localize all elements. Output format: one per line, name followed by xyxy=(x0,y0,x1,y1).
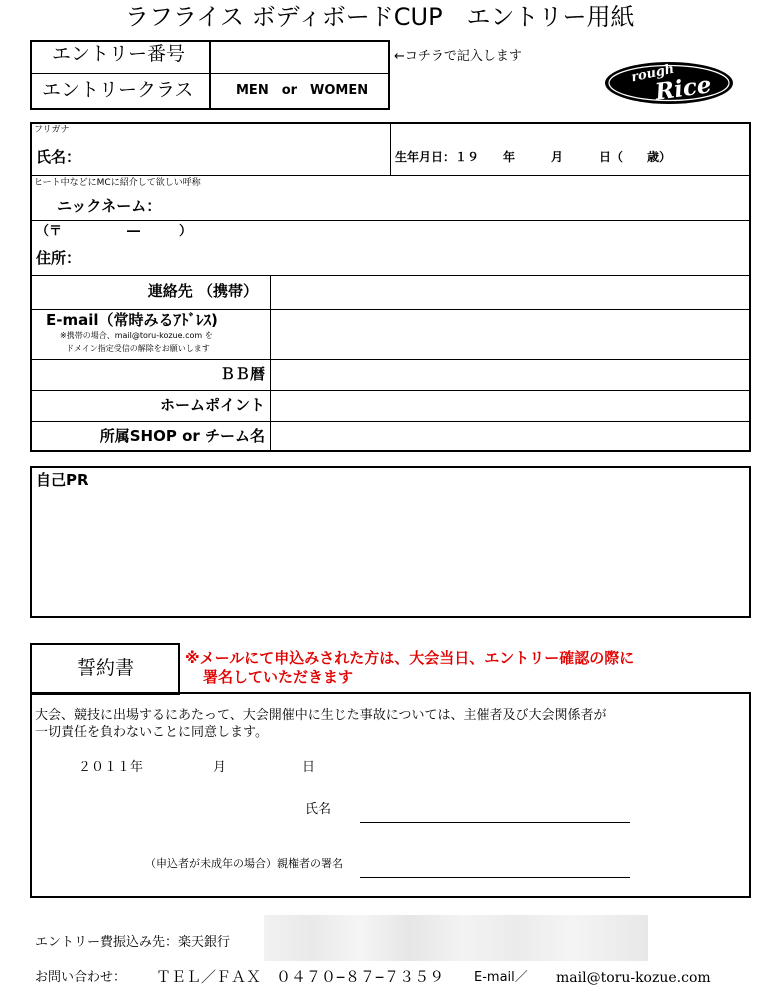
email-note-line2: ドメイン指定受信の解除をお願いします xyxy=(66,344,210,353)
bank-label: エントリー費振込み先：楽天銀行 xyxy=(35,935,231,950)
logo-text-rice: Rice xyxy=(653,71,714,106)
home-point-field[interactable] xyxy=(272,392,748,420)
divider xyxy=(30,275,751,276)
divider xyxy=(30,421,751,422)
email-note-line1: ※携帯の場合、mail@toru-kozue.com を xyxy=(60,331,213,340)
entry-number-field[interactable] xyxy=(212,42,387,72)
shop-team-label: 所属SHOP or チーム名 xyxy=(99,427,265,445)
pledge-notice-line2: 署名していただきます xyxy=(203,668,354,686)
tel-fax: ＴＥＬ／ＦＡＸ ０４７０−８７−７３５９ xyxy=(156,968,445,986)
logo-text-rough: rough xyxy=(629,61,676,86)
pledge-date-year: ２０１１年 xyxy=(78,760,144,775)
class-options[interactable]: MEN or WOMEN xyxy=(236,83,369,98)
pledge-body-line1: 大会、競技に出場するにあたって、大会開催中に生じた事故については、主催者及び大会関係者が xyxy=(35,708,607,723)
contact-label: お問い合わせ： xyxy=(35,970,127,985)
shop-team-field[interactable] xyxy=(272,423,748,450)
name-label: 氏名： xyxy=(36,148,82,166)
divider xyxy=(270,275,271,452)
email-field[interactable] xyxy=(272,311,748,358)
guardian-signature-line[interactable] xyxy=(360,877,630,878)
entry-number-label: エントリー番号 xyxy=(52,43,186,65)
pledge-date-day: 日 xyxy=(302,760,316,775)
nickname-hint: ヒート中などにMCに紹介して欲しい呼称 xyxy=(34,178,201,188)
mobile-contact-field[interactable] xyxy=(272,277,748,308)
bb-history-field[interactable] xyxy=(272,361,748,389)
bb-history-label: ＢＢ暦 xyxy=(219,365,265,383)
signature-label: 氏名 xyxy=(305,802,332,817)
address-label: 住所： xyxy=(36,249,82,267)
divider xyxy=(30,309,751,310)
nickname-label: ニックネーム： xyxy=(57,197,162,215)
divider xyxy=(30,359,751,360)
furigana-label: フリガナ xyxy=(34,125,70,135)
pledge-notice-line1: ※メールにて申込みされた方は、大会当日、エントリー確認の際に xyxy=(185,649,635,667)
email-contact-label: E-mail／ xyxy=(474,970,528,985)
mobile-contact-label: 連絡先 （携帯） xyxy=(147,282,258,300)
pledge-date-month: 月 xyxy=(213,760,227,775)
page-title: ラフライス ボディボードCUP エントリー用紙 xyxy=(125,3,635,31)
self-pr-label: 自己PR xyxy=(36,471,89,489)
divider xyxy=(209,40,211,110)
redacted-bank-details xyxy=(264,915,648,961)
divider xyxy=(30,390,751,391)
postal-code-label: （〒 ― ） xyxy=(36,224,193,239)
birthdate-label: 生年月日：１９ 年 月 日（ 歳） xyxy=(395,150,672,164)
divider xyxy=(30,175,751,176)
email-label: E-mail（常時みるｱﾄﾞﾚｽ) xyxy=(46,311,218,329)
pledge-title: 誓約書 xyxy=(77,657,135,679)
divider xyxy=(390,122,391,175)
entry-class-label: エントリークラス xyxy=(42,79,194,101)
email-address[interactable]: mail@toru-kozue.com xyxy=(556,970,711,986)
divider xyxy=(30,220,751,221)
entry-note: ←コチラで記入します xyxy=(394,49,522,64)
signature-line[interactable] xyxy=(360,822,630,823)
self-pr-box[interactable] xyxy=(30,466,751,618)
rough-rice-logo xyxy=(603,60,735,106)
guardian-signature-label: （申込者が未成年の場合）親権者の署名 xyxy=(145,857,343,870)
home-point-label: ホームポイント xyxy=(159,396,265,414)
pledge-body-line2: 一切責任を負わないことに同意します。 xyxy=(35,725,268,740)
